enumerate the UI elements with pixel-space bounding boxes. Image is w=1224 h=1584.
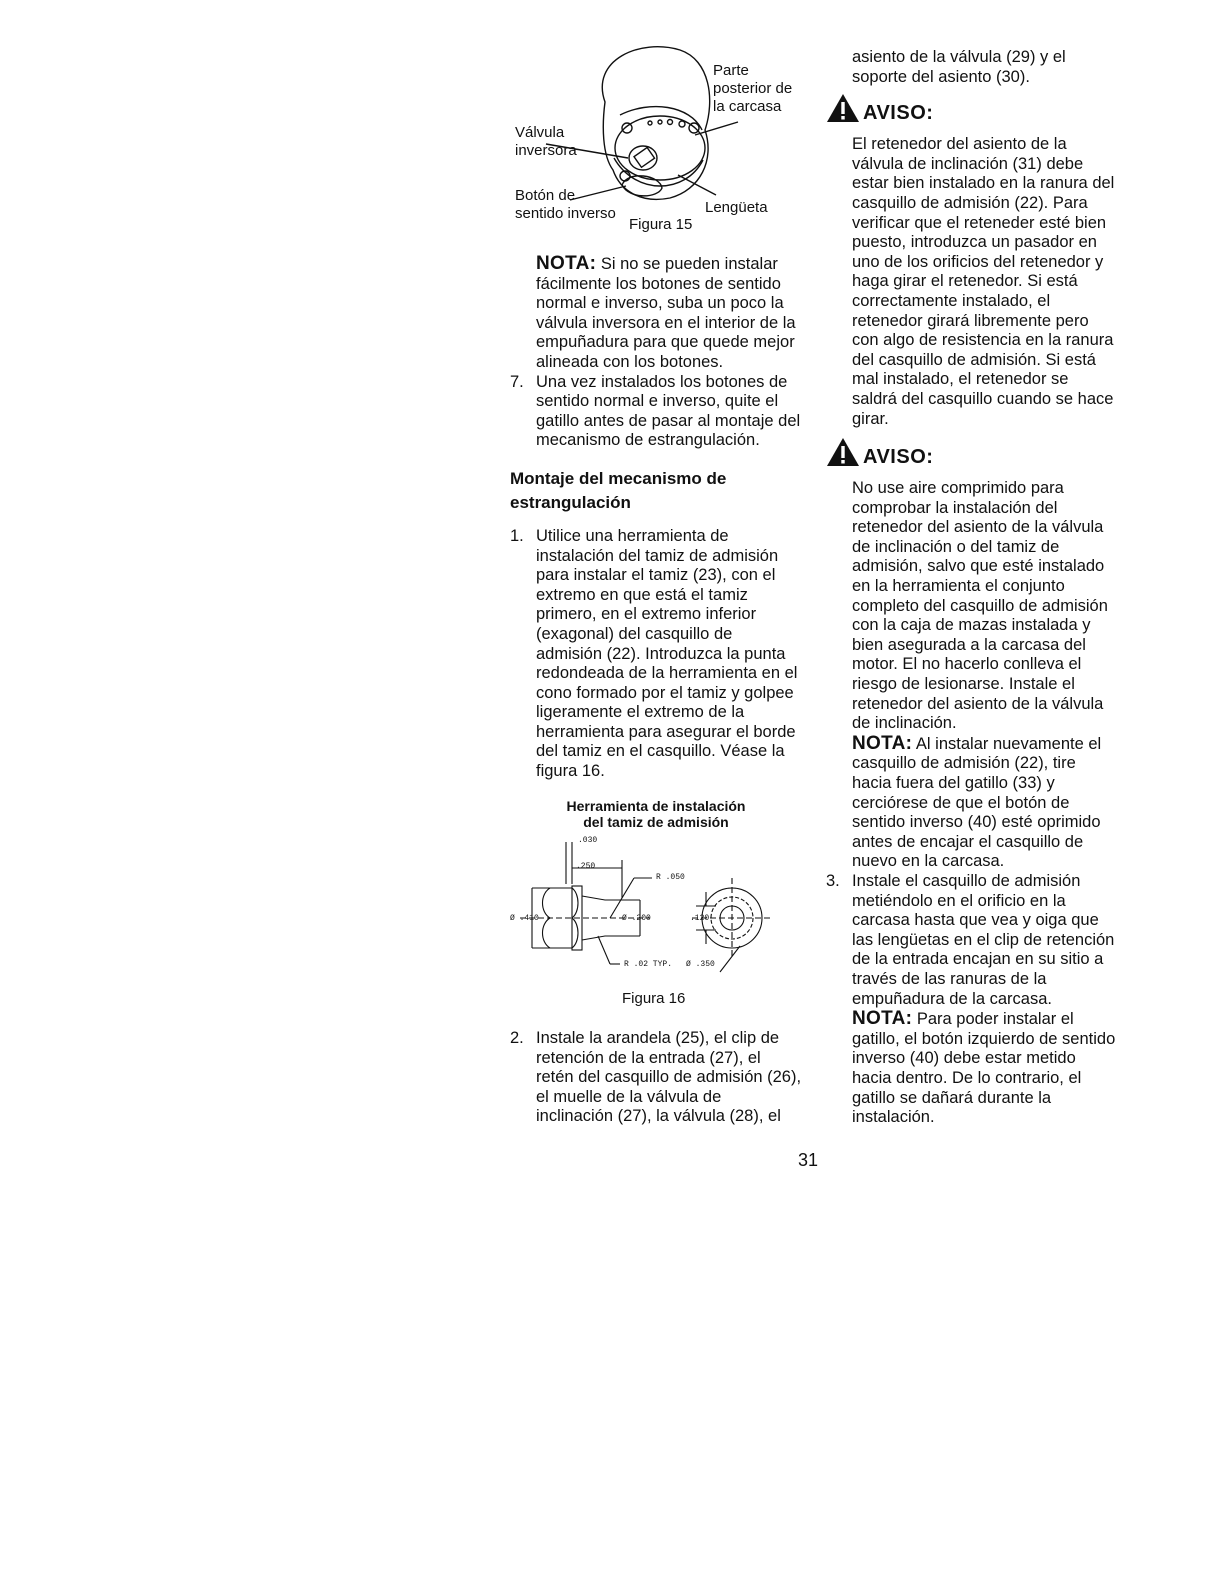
nota-text: Si no se pueden instalar fácilmente los botones de sentido normal e inverso, suba un poco la válvula inversora en el interior de la empuñadura para que quede mejor alineada con los botones. <box>536 255 796 371</box>
nota-label: NOTA: <box>852 732 913 754</box>
label-valvula: Válvula <box>515 124 565 141</box>
label-boton: Botón de <box>515 187 576 204</box>
warning-triangle-icon <box>826 437 860 467</box>
label-parte-posterior <box>713 62 813 116</box>
figure-16-title <box>510 798 802 830</box>
dim-410: Ø .410 <box>510 914 539 923</box>
page-number: 31 <box>798 1150 819 1170</box>
warning-heading-1 <box>826 93 1116 123</box>
item-number: 7. <box>510 372 524 391</box>
figure-16 <box>510 798 802 1008</box>
left-column-bottom <box>510 1029 802 1127</box>
warning-title: AVISO: <box>863 445 934 468</box>
figure-15 <box>510 40 810 240</box>
nota-3 <box>826 1009 1116 1128</box>
nota-label: NOTA: <box>852 1008 913 1030</box>
item-number: 3. <box>826 871 840 890</box>
dim-120: .120 <box>690 914 710 923</box>
label-parte: Parte <box>713 62 749 79</box>
label-carcasa: la carcasa <box>713 98 782 115</box>
figure-16-title-line1: Herramienta de instalación <box>566 798 746 814</box>
warning-heading-2 <box>826 437 1116 467</box>
item-number: 1. <box>510 526 524 545</box>
label-posterior: posterior de <box>713 80 793 97</box>
nota-1 <box>510 254 802 373</box>
section-heading: Montaje del mecanismo de estrangulación <box>510 468 727 512</box>
nota-text: Al instalar nuevamente el casquillo de admisión (22), tire hacia fuera del gatillo (33) y cerciórese de que el botón de sentido inverso (40) esté oprimido antes de encajar el casquillo de nuevo en la carcasa. <box>852 734 1102 871</box>
item-number: 2. <box>510 1029 524 1047</box>
item-text: Instale la arandela (25), el clip de retención de la entrada (27), el retén del casquillo de admisión (26), el muelle de la válvula de inclinación (27), la válvula (28), el <box>536 1029 802 1126</box>
nota-label: NOTA: <box>536 253 597 274</box>
list-item-2 <box>510 1029 802 1127</box>
left-column <box>510 254 802 782</box>
figure-16-caption: Figura 16 <box>622 990 686 1007</box>
warning-triangle-icon <box>826 93 860 123</box>
dim-250: .250 <box>576 862 596 871</box>
warning-text-2: No use aire comprimido para comprobar la instalación del retenedor del asiento de la válvula de inclinación o del tamiz de admisión, salvo que esté instalado en la herramienta el conjunto completo del casquillo de admisión con la caja de mazas instalada y bien asegurada a la carcasa del motor. El no hacerlo conlleva el riesgo de lesionarse. Instale el retenedor del asiento de la válvula de inclinación. <box>852 479 1108 733</box>
dim-350: Ø .350 <box>686 960 715 969</box>
label-valvula-inversora <box>515 124 577 160</box>
label-lengueta: Lengüeta <box>705 199 768 216</box>
right-column <box>826 48 1116 1128</box>
list-item-3 <box>826 872 1116 1009</box>
dim-030: .030 <box>578 836 598 845</box>
figure-16-title-line2: del tamiz de admisión <box>583 814 729 830</box>
label-inversora: inversora <box>515 142 577 159</box>
item-text: Una vez instalados los botones de sentido normal e inverso, quite el gatillo antes de pasar al montaje del mecanismo de estrangulación. <box>536 372 801 450</box>
list-item-1 <box>510 527 802 782</box>
list-item-7 <box>510 373 802 451</box>
nota-text: Para poder instalar el gatillo, el botón izquierdo de sentido inverso (40) debe estar metido hacia dentro. De lo contrario, el gatillo se dañará durante la instalación. <box>852 1010 1116 1127</box>
dim-200: Ø .200 <box>622 914 651 923</box>
dim-r050: R .050 <box>656 873 685 882</box>
warning-text-1: El retenedor del asiento de la válvula de inclinación (31) debe estar bien instalado en la ranura del casquillo de admisión (22). Para verificar que el reteneder esté bien puesto, introduzca un pasador en uno de los orificios del retenedor y haga girar el retenedor. Si está correctamente instalado, el retenedor girará libremente pero con algo de resistencia en la ranura del casquillo de admisión. Si está mal instalado, el retenedor se saldrá del casquillo cuando se hace girar. <box>852 135 1115 428</box>
label-sentido: sentido inverso <box>515 205 616 222</box>
item-text: Utilice una herramienta de instalación del tamiz de admisión para instalar el tamiz (23), con el extremo en que está el tamiz primero, en el extremo inferior (exagonal) del casquillo de admisión (22). Introduzca la punta redondeada de la herramienta en el cono formado por el tamiz y golpee ligeramente el extremo de la herramienta para asegurar el borde del tamiz en el casquillo. Véase la figura 16. <box>536 526 798 781</box>
nota-2 <box>826 734 1116 872</box>
warning-title: AVISO: <box>863 101 934 124</box>
continued-text: asiento de la válvula (29) y el soporte del asiento (30). <box>852 48 1066 86</box>
label-boton-sentido <box>515 187 616 223</box>
figure-15-caption: Figura 15 <box>629 216 693 233</box>
dim-r02: R .02 TYP. <box>624 960 673 969</box>
item-text: Instale el casquillo de admisión metiéndolo en el orificio en la carcasa hasta que vea y oiga que las lengüetas en el clip de retención de la entrada encajan en su sitio a través de las ranuras de la empuñadura de la carcasa. <box>852 871 1115 1008</box>
